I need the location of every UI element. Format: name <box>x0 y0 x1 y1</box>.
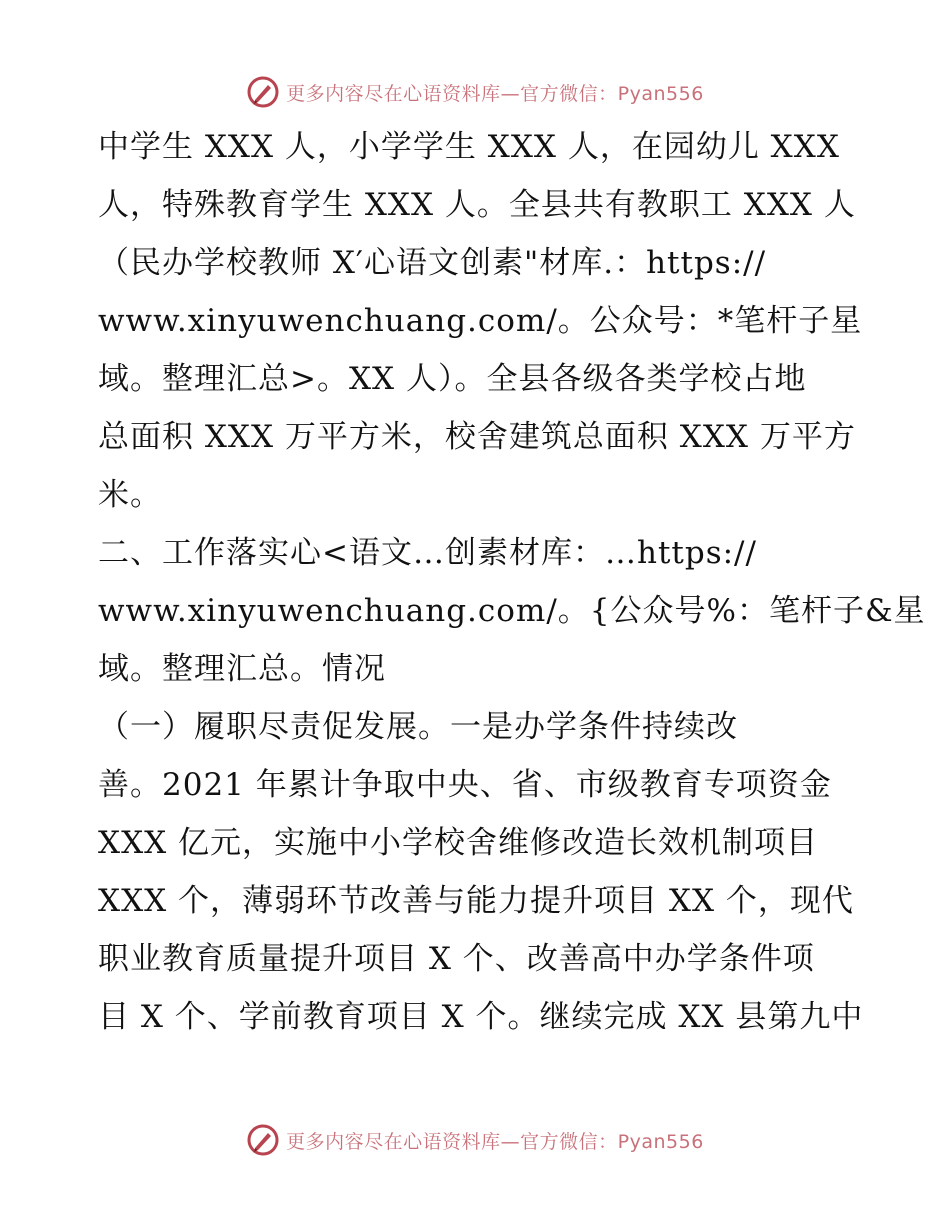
document-body <box>98 118 926 1046</box>
text-line: 总面积 XXX 万平方米，校舍建筑总面积 XXX 万平方 <box>98 419 856 455</box>
text-line: 职业教育质量提升项目 X 个、改善高中办学条件项 <box>98 941 815 977</box>
footer-banner-text: 更多内容尽在心语资料库—官方微信：Pyan556 <box>286 1130 704 1153</box>
text-line: 善。2021 年累计争取中央、省、市级教育专项资金 <box>98 767 832 803</box>
header-banner <box>0 72 950 112</box>
header-banner-text: 更多内容尽在心语资料库—官方微信：Pyan556 <box>286 82 704 105</box>
pen-logo-icon <box>246 1123 280 1157</box>
text-line: XXX 个，薄弱环节改善与能力提升项目 XX 个，现代 <box>98 883 854 919</box>
pen-logo-icon <box>246 75 280 109</box>
text-line: （民办学校教师 X′心语文创素"材库.：https:// <box>98 245 767 281</box>
text-line: 二、工作落实心<语文…创素材库：…https:// <box>98 535 757 571</box>
text-line: 目 X 个、学前教育项目 X 个。继续完成 XX 县第九中 <box>98 999 864 1035</box>
text-line: www.xinyuwenchuang.com/。{公众号%：笔杆子&星 <box>98 593 926 629</box>
text-line: 域。整理汇总。情况 <box>98 651 386 687</box>
footer-banner <box>0 1120 950 1160</box>
text-line: XXX 亿元，实施中小学校舍维修改造长效机制项目 <box>98 825 819 861</box>
paragraph-statistics <box>98 118 868 524</box>
text-line: 中学生 XXX 人，小学学生 XXX 人，在园幼儿 XXX <box>98 129 840 165</box>
text-line: （一）履职尽责促发展。一是办学条件持续改 <box>98 709 738 745</box>
text-line: 域。整理汇总>。XX 人）。全县各级各类学校占地 <box>98 361 807 397</box>
section-heading <box>98 524 926 698</box>
paragraph-duties <box>98 698 868 1046</box>
text-line: 米。 <box>98 477 162 513</box>
text-line: 人，特殊教育学生 XXX 人。全县共有教职工 XXX 人 <box>98 187 856 223</box>
text-line: www.xinyuwenchuang.com/。公众号：*笔杆子星 <box>98 303 863 339</box>
